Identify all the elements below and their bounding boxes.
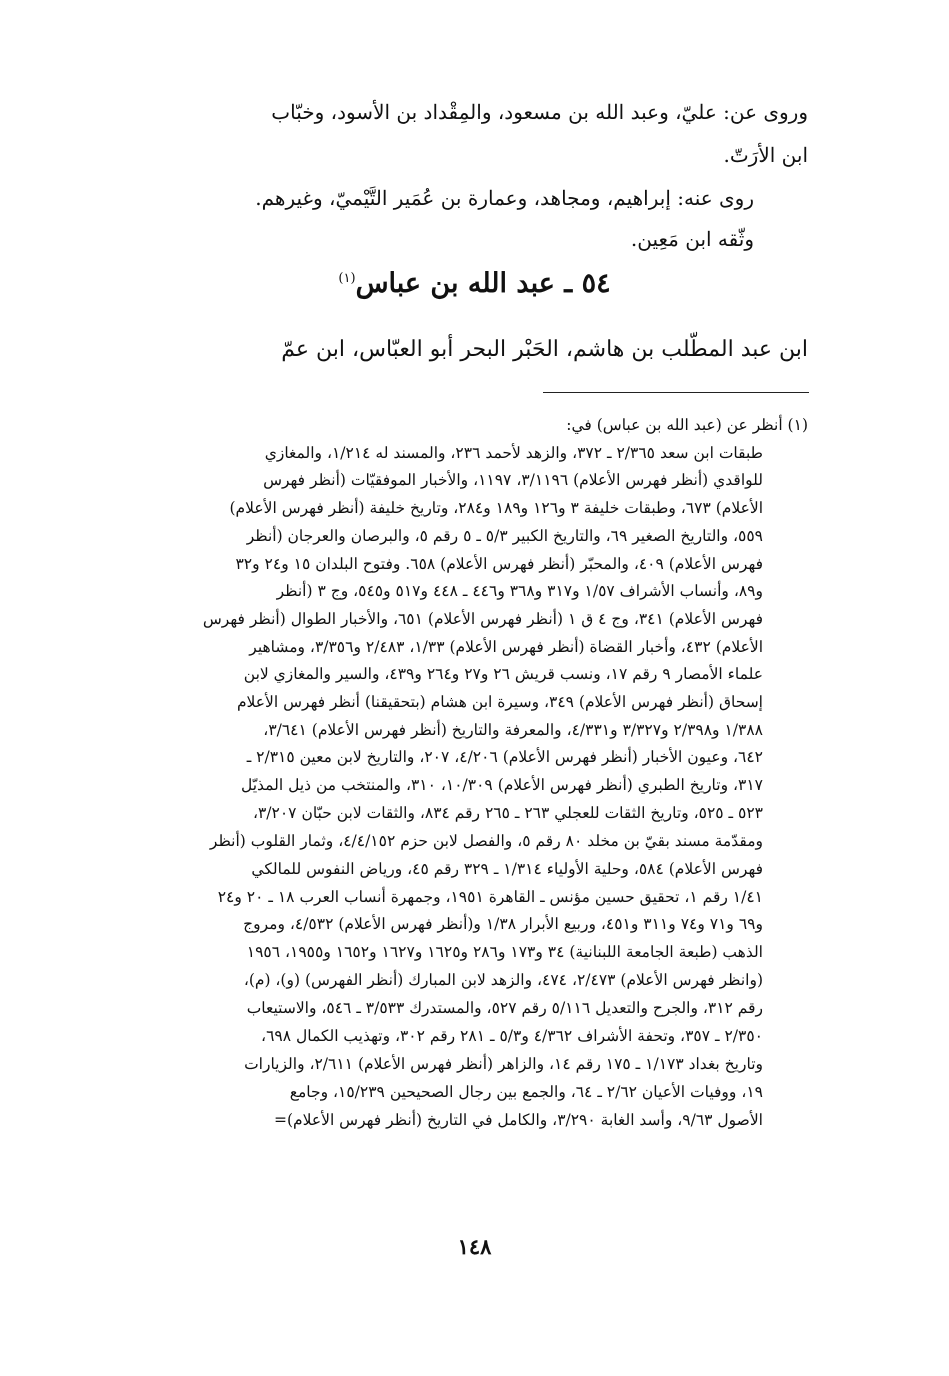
footnote-separator (543, 392, 809, 393)
footnote-line-2: طبقات ابن سعد ٢/٣٦٥ ـ ٣٧٢، والزهد لأحمد ٢٣٦، والمسند له ١/٢١٤، والمغازي (264, 444, 763, 462)
footnote-line-24: وتاريخ بغداد ١/١٧٣ ـ ١٧٥ رقم ١٤، والزاهر (أنظر فهرس الأعلام) ٢/٦١١، والزيارات (244, 1055, 763, 1073)
page-number: ١٤٨ (457, 1234, 492, 1259)
entry-first-line: ابن عبد المطّلب بن هاشم، الحَبْر البحر أبو العبّاس، ابن عمّ (281, 337, 808, 362)
footnote-line-12: ١/٣٨٨ و٢/٣٩٨ و٣/٣٢٧ و٤/٣٣١، والمعرفة والتاريخ (أنظر فهرس الأعلام) ٣/٦٤١، (263, 721, 763, 739)
footnote-line-6: فهرس الأعلام) ٤٠٩، والمحبّر (أنظر فهرس الأعلام) ٦٥٨. وفتوح البلدان ١٥ و٢٤ و٣٢ (235, 555, 763, 573)
body-line-2: ابن الأرَتّ. (723, 143, 808, 167)
footnote-line-20: الذهب (طبعة الجامعة اللبنانية) ٣٤ و١٧٣ و٢٨٦ و١٦٢٥ و١٦٢٧ و١٦٥٢ و١٩٥٥، ١٩٥٦ (246, 943, 763, 961)
footnote-marker: (١) (338, 271, 356, 286)
footnote-line-13: ٦٤٢، وعيون الأخبار (أنظر فهرس الأعلام) ٤/٢٠٦، ٢٠٧، والتاريخ لابن معين ٢/٣١٥ ـ (246, 748, 763, 766)
footnote-line-23: ٢/٣٥٠ ـ ٣٥٧، وتحفة الأشراف ٤/٣٦٢ و٥/٣ ـ ٢٨١ رقم ٣٠٢، وتهذيب الكمال ٦٩٨، (261, 1027, 763, 1045)
body-line-4: وثّقه ابن مَعِين. (630, 227, 754, 251)
footnote-line-15: ٥٢٣ ـ ٥٢٥، وتاريخ الثقات للعجلي ٢٦٣ ـ ٢٦٥ رقم ٨٣٤، والثقات لابن حبّان ٣/٢٠٧، (252, 804, 763, 822)
footnote-line-9: الأعلام) ٤٣٢، وأخبار القضاة (أنظر فهرس الأعلام) ١/٣٣، ٢/٤٨٣ و٣/٣٥٦، ومشاهير (249, 638, 763, 656)
footnote-line-11: إسحاق (أنظر فهرس الأعلام) ٣٤٩، وسيرة ابن هشام (بتحقيقنا) أنظر فهرس الأعلام (236, 693, 763, 711)
footnote-line-26: الأصول ٩/٦٣، وأسد الغابة ٣/٢٩٠، والكامل في التاريخ (أنظر فهرس الأعلام)= (273, 1111, 763, 1129)
footnote-line-16: ومقدّمة مسند بقيّ بن مخلد ٨٠ رقم ٥، والفصل لابن حزم ٤/٤/١٥٢، وثمار القلوب (أنظر (209, 832, 763, 850)
footnote-line-25: ١٩، ووفيات الأعيان ٢/٦٢ ـ ٦٤، والجمع بين رجال الصحيحين ١٥/٢٣٩، وجامع (289, 1083, 763, 1101)
entry-title: ٥٤ ـ عبد الله بن عباس (355, 268, 611, 299)
footnote-line-1: (١) أنظر عن (عبد الله بن عباس) في: (566, 416, 808, 434)
footnote-line-10: علماء الأمصار ٩ رقم ١٧، ونسب قريش ٢٦ و٢٧ و٢٦٤ و٤٣٩، والسير والمغازي لابن (243, 665, 763, 683)
footnote-line-17: فهرس الأعلام) ٥٨٤، وحلية الأولياء ١/٣١٤ ـ ٣٢٩ رقم ٤٥، ورياض النفوس للمالكي (251, 860, 763, 878)
footnote-line-7: و٨٩، وأنساب الأشراف ١/٥٧ و٣١٧ و٣٦٨ و٤٤٦ ـ ٤٤٨ و٥١٧ و٥٤٥، وج ٣ (أنظر (276, 582, 763, 600)
footnote-line-19: و٦٩ و٧١ و٧٤ و٣١١ و٤٥١، وربيع الأبرار ١/٣٨ و(أنظر فهرس الأعلام) ٤/٥٣٢، ومروج (243, 915, 763, 933)
footnote-line-14: ٣١٧، وتاريخ الطبري (أنظر فهرس الأعلام) ١٠/٣٠٩، ٣١٠، والمنتخب من ذيل المذيّل (240, 776, 763, 794)
footnote-line-4: الأعلام) ٦٧٣، وطبقات خليفة ٣ و١٢٦ و١٨٩ و٢٨٤، وتاريخ خليفة (أنظر فهرس الأعلام) (229, 499, 763, 517)
body-line-3: روى عنه: إبراهيم، ومجاهد، وعمارة بن عُمَير التَّيْميّ، وغيرهم. (255, 186, 754, 210)
footnote-line-18: ١/٤١ رقم ١، تحقيق حسين مؤنس ـ القاهرة ١٩٥١، وجمهرة أنساب العرب ١٨ ـ ٢٠ و٢٤ (217, 888, 763, 906)
footnote-line-5: ٥٥٩، والتاريخ الصغير ٦٩، والتاريخ الكبير ٥/٣ ـ ٥ رقم ٥، والبرصان والعرجان (أنظر (246, 527, 763, 545)
footnote-line-21: (وانظر فهرس الأعلام) ٢/٤٧٣، ٤٧٤، والزهد لابن المبارك (أنظر الفهرس) (و)، (م)، (243, 971, 763, 989)
footnote-line-22: رقم ٣١٢، والجرح والتعديل ٥/١١٦ رقم ٥٢٧، والمستدرك ٣/٥٣٣ ـ ٥٤٦، والاستيعاب (246, 999, 763, 1017)
footnote-line-8: فهرس الأعلام) ٣٤١، وج ٤ ق ١ (أنظر فهرس الأعلام) ٦٥١، والأخبار الطوال (أنظر فهرس (202, 610, 763, 628)
body-line-1: وروى عن: عليّ، وعبد الله بن مسعود، والمِقْداد بن الأسود، وخبّاب (271, 100, 808, 124)
entry-heading (0, 268, 949, 299)
footnote-line-3: للواقدي (أنظر فهرس الأعلام) ٣/١١٩٦، ١١٩٧، والأخبار الموفقيّات (أنظر فهرس (263, 471, 763, 489)
